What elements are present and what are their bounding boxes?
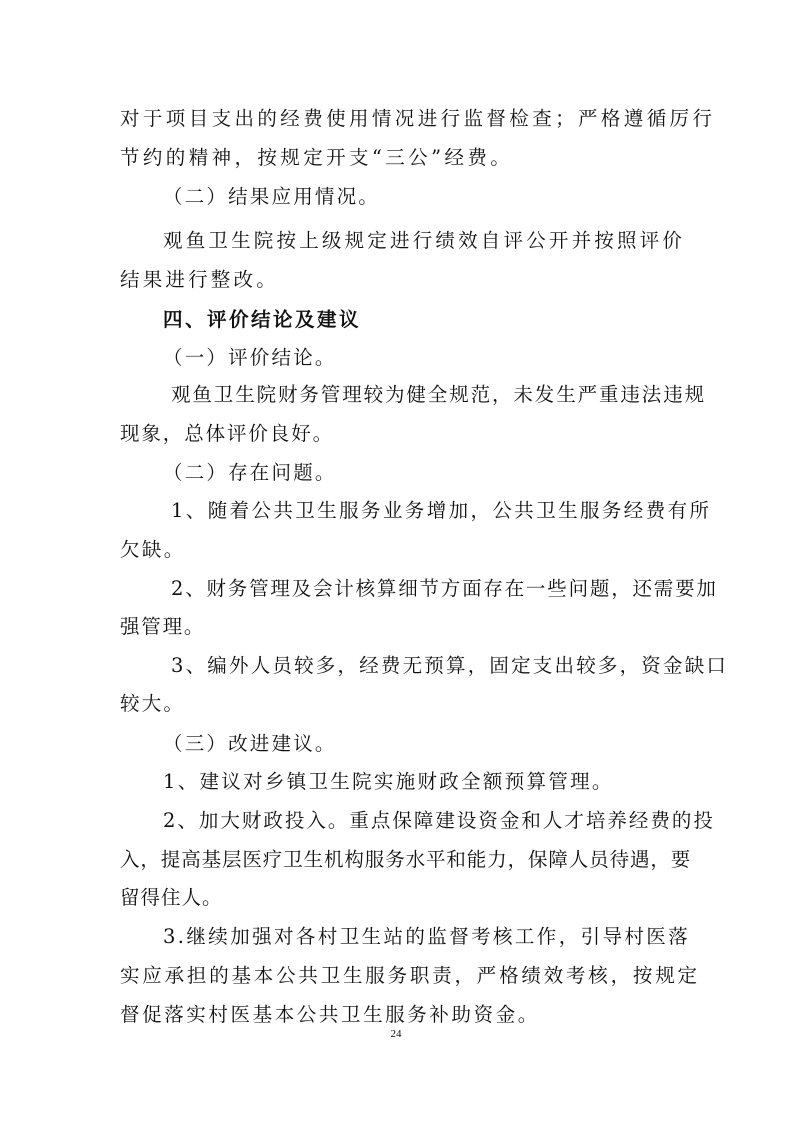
paragraph-1-line-1: 对于项目支出的经费使用情况进行监督检查；严格遵循厉行 [120, 107, 716, 130]
suggestion-2-line-1: 2、加大财政投入。重点保障建设资金和人才培养经费的投 [163, 809, 715, 832]
problem-1-line-2: 欠缺。 [120, 538, 186, 561]
suggestion-2-line-3: 留得住人。 [120, 886, 223, 909]
paragraph-3-line-2: 结果进行整改。 [120, 268, 279, 291]
suggestion-3-line-3: 督促落实村医基本公共卫生服务补助资金。 [120, 1003, 540, 1026]
suggestion-1: 1、建议对乡镇卫生院实施财政全额预算管理。 [163, 770, 614, 793]
suggestion-3-line-2: 实应承担的基本公共卫生服务职责，严格绩效考核，按规定 [120, 964, 700, 987]
problem-2-line-2: 强管理。 [120, 615, 206, 638]
subheading-evaluation-conclusion: （一）评价结论。 [163, 346, 337, 369]
suggestion-2-line-2: 入，提高基层医疗卫生机构服务水平和能力，保障人员待遇，要 [120, 848, 692, 871]
subheading-improvement-suggestions: （三）改进建议。 [163, 732, 337, 755]
problem-3-line-2: 较大。 [120, 692, 186, 715]
paragraph-6-line-2: 现象，总体评价良好。 [120, 422, 335, 445]
section-heading-conclusion-and-suggestions: 四、评价结论及建议 [163, 308, 362, 331]
problem-3-line-1: 3、编外人员较多，经费无预算，固定支出较多，资金缺口 [171, 654, 729, 677]
suggestion-3-line-1: 3.继续加强对各村卫生站的监督考核工作，引导村医落 [163, 925, 691, 948]
page-number: 24 [390, 1028, 402, 1040]
section-heading-results-application: （二）结果应用情况。 [163, 185, 381, 208]
paragraph-6-line-1: 观鱼卫生院财务管理较为健全规范，未发生严重违法违规 [171, 383, 707, 406]
paragraph-3-line-1: 观鱼卫生院按上级规定进行绩效自评公开并按照评价 [163, 229, 686, 252]
problem-2-line-1: 2、财务管理及会计核算细节方面存在一些问题，还需要加 [171, 577, 718, 600]
subheading-existing-problems: （二）存在问题。 [163, 461, 337, 484]
problem-1-line-1: 1、随着公共卫生服务业务增加，公共卫生服务经费有所 [171, 499, 712, 522]
paragraph-1-line-2: 节约的精神，按规定开支“三公”经费。 [120, 146, 514, 169]
